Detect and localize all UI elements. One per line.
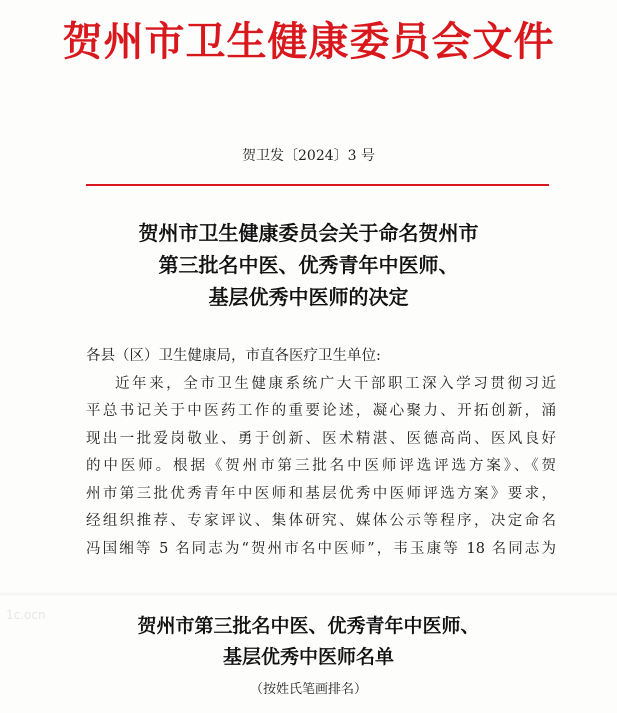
body-paragraph-line: 冯国缃等 5 名同志为“贺州市名中医师”，韦玉康等 18 名同志为 bbox=[86, 540, 556, 557]
body-paragraph-line: 经组织推荐、专家评议、集体研究、媒体公示等程序，决定命名 bbox=[86, 513, 556, 529]
name-list-title-line-2: 基层优秀中医师名单 bbox=[222, 646, 394, 668]
salutation: 各县（区）卫生健康局，市直各医疗卫生单位: bbox=[86, 348, 381, 364]
sort-order-note: （按姓氏笔画排名） bbox=[249, 682, 367, 697]
body-paragraph-line: 的中医师。根据《贺州市第三批名中医师评选评选方案》、《贺 bbox=[86, 458, 556, 474]
decision-body bbox=[86, 343, 556, 563]
decision-title bbox=[0, 217, 617, 313]
name-list-title-line-1: 贺州市第三批名中医、优秀青年中医师、 bbox=[137, 615, 480, 637]
page-break bbox=[0, 591, 617, 597]
decision-title-line-3: 基层优秀中医师的决定 bbox=[208, 285, 409, 309]
red-divider-rule bbox=[86, 184, 549, 186]
faint-watermark: 1c.ocn bbox=[6, 608, 46, 622]
name-list-title bbox=[0, 611, 617, 673]
decision-title-line-1: 贺州市卫生健康委员会关于命名贺州市 bbox=[138, 221, 479, 245]
document-number: 贺卫发〔2024〕3 号 bbox=[242, 148, 375, 164]
body-paragraph-line: 州市第三批优秀青年中医师和基层优秀中医师评选方案》要求， bbox=[86, 485, 556, 502]
body-paragraph-line: 现出一批爱岗敬业、勇于创新、医术精湛、医德高尚、医风良好 bbox=[86, 430, 556, 447]
decision-title-line-2: 第三批名中医、优秀青年中医师、 bbox=[158, 253, 459, 277]
body-paragraph-line: 平总书记关于中医药工作的重要论述，凝心聚力、开拓创新，涌 bbox=[86, 403, 556, 419]
document-header-title: 贺州市卫生健康委员会文件 bbox=[62, 18, 555, 65]
body-paragraph-line: 近年来，全市卫生健康系统广大干部职工深入学习贯彻习近 bbox=[115, 375, 556, 392]
